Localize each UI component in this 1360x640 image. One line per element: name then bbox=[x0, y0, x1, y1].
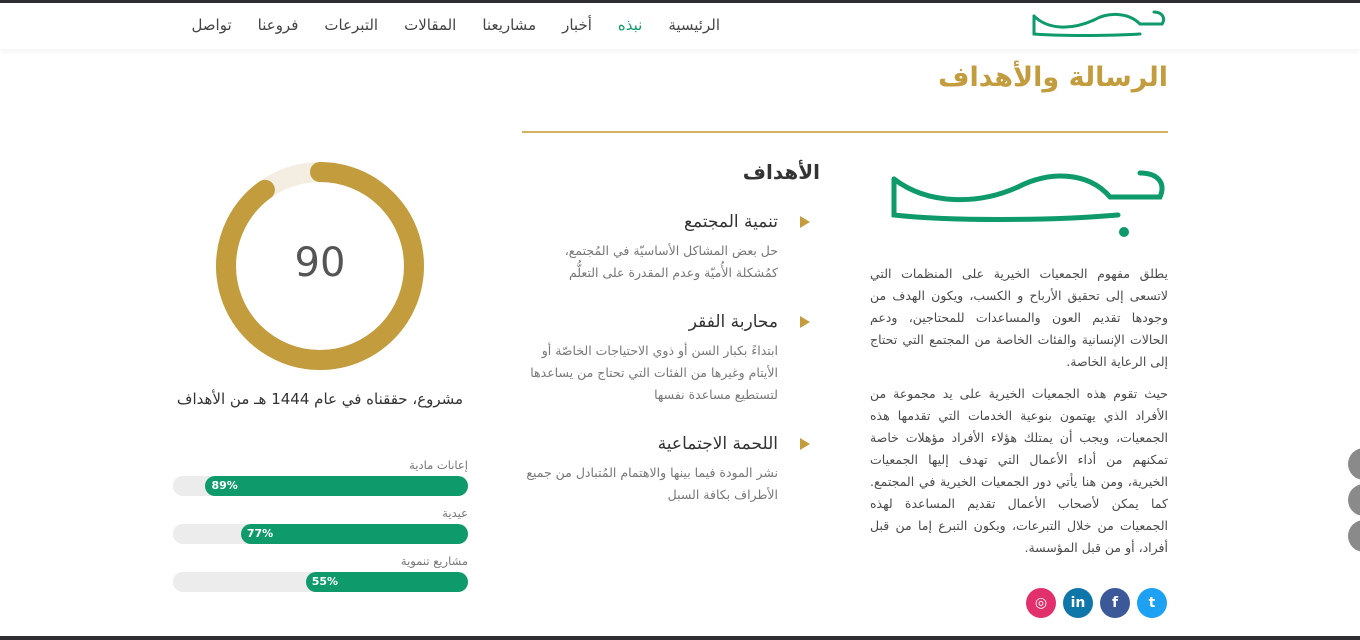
goal-title: محاربة الفقر bbox=[688, 312, 778, 332]
progress-bar-fill bbox=[241, 524, 468, 544]
twitter-icon[interactable]: t bbox=[1137, 588, 1167, 618]
main-nav bbox=[160, 15, 720, 39]
progress-bar-percent: 77% bbox=[246, 527, 274, 540]
progress-bar-percent: 89% bbox=[211, 479, 238, 492]
floating-actions bbox=[1348, 448, 1360, 556]
ring-value: 90 bbox=[294, 240, 346, 286]
nav-contact[interactable]: تواصل bbox=[191, 16, 232, 34]
about-paragraph-1: يطلق مفهوم الجمعيات الخيرية على المنظمات التي لاتسعى إلى تحقيق الأرباح و الكسب، ويكون الهدف من وجودها تقديم العون والمساعدات للمحتاجين، ودعم الحالات الإنسانية والفئات الخاصة من المجتمع التي تحتاج إلى الرعاية الخاصة. bbox=[870, 266, 1168, 369]
bottom-border bbox=[0, 636, 1360, 640]
nav-donations[interactable]: التبرعات bbox=[324, 16, 379, 34]
goal-item bbox=[520, 212, 820, 284]
nav-about[interactable]: نبذه bbox=[617, 16, 643, 34]
floating-button[interactable] bbox=[1348, 520, 1360, 552]
about-paragraph-2: حيث تقوم هذه الجمعيات الخيرية على يد مجموعة من الأفراد الذي يهتمون بنوعية الخدمات التي تقدمها هذه الجمعيات، ويجب أن يمتلك هؤلاء الأفراد مؤهلات خاصة تمكنهم من أداء الأعمال التي تهدف إليها الجمعيات الخيرية، ومن هنا يأتي دور الجمعيات الخيرية في المجتمع. كما يمكن لأصحاب الأعمال تقديم المساعدة لهذه الجمعيات من خلال التبرعات، ويكون التبرع إما من قبل أفراد، أو من قبل المؤسسة. bbox=[870, 386, 1168, 555]
progress-bar-percent: 55% bbox=[311, 575, 339, 588]
section-divider bbox=[522, 131, 1168, 133]
floating-button[interactable] bbox=[1348, 484, 1360, 516]
progress-bar-label: إعانات مادية bbox=[409, 458, 468, 472]
about-text bbox=[870, 263, 1168, 569]
nav-home[interactable]: الرئيسية bbox=[668, 16, 720, 34]
site-logo[interactable] bbox=[1028, 8, 1168, 42]
progress-bars bbox=[173, 458, 468, 602]
social-links bbox=[1026, 588, 1167, 618]
nav-branches[interactable]: فروعنا bbox=[257, 16, 299, 34]
goal-description: ابتداءً بكبار السن أو ذوي الاحتياجات الخاصّة أو الأيتام وغيرها من الفئات التي تحتاج من يساعدها لتستطيع مساعدة نفسها bbox=[530, 343, 778, 402]
brand-logo bbox=[888, 165, 1168, 240]
goal-title: اللحمة الاجتماعية bbox=[657, 434, 778, 454]
progress-bar-fill bbox=[306, 572, 468, 592]
goal-title: تنمية المجتمع bbox=[683, 212, 778, 232]
floating-button[interactable] bbox=[1348, 448, 1360, 480]
progress-bar-fill bbox=[205, 476, 468, 496]
progress-bar bbox=[173, 554, 468, 592]
progress-bar bbox=[173, 506, 468, 544]
progress-bar-track bbox=[173, 572, 468, 592]
nav-articles[interactable]: المقالات bbox=[404, 16, 457, 34]
site-header bbox=[0, 3, 1360, 49]
triangle-left-icon bbox=[800, 316, 810, 328]
progress-bar-label: مشاريع تنموية bbox=[400, 554, 468, 568]
progress-bar-track bbox=[173, 524, 468, 544]
nav-projects[interactable]: مشاريعنا bbox=[482, 16, 537, 34]
goal-item bbox=[520, 434, 820, 506]
triangle-left-icon bbox=[800, 438, 810, 450]
goal-description: حل بعض المشاكل الأساسيّة في المُجتمع، كمُشكلة الأُميّة وعدم المقدرة على التعلُّم bbox=[564, 243, 778, 280]
facebook-icon[interactable]: f bbox=[1100, 588, 1130, 618]
goal-description: نشر المودة فيما بينها والاهتمام المُتبادل من جميع الأطراف بكافة السبل bbox=[526, 465, 778, 502]
progress-bar-track bbox=[173, 476, 468, 496]
instagram-icon[interactable]: ◎ bbox=[1026, 588, 1056, 618]
triangle-left-icon bbox=[800, 216, 810, 228]
goal-item bbox=[520, 312, 820, 406]
goals-section bbox=[520, 160, 820, 534]
page-title: الرسالة والأهداف bbox=[938, 62, 1168, 93]
goals-heading: الأهداف bbox=[742, 160, 820, 184]
nav-news[interactable]: أخبار bbox=[562, 16, 592, 34]
linkedin-icon[interactable]: in bbox=[1063, 588, 1093, 618]
ring-caption: مشروع، حققناه في عام 1444 هـ من الأهداف bbox=[176, 390, 464, 408]
progress-bar-label: عيدية bbox=[442, 506, 468, 520]
progress-bar bbox=[173, 458, 468, 496]
